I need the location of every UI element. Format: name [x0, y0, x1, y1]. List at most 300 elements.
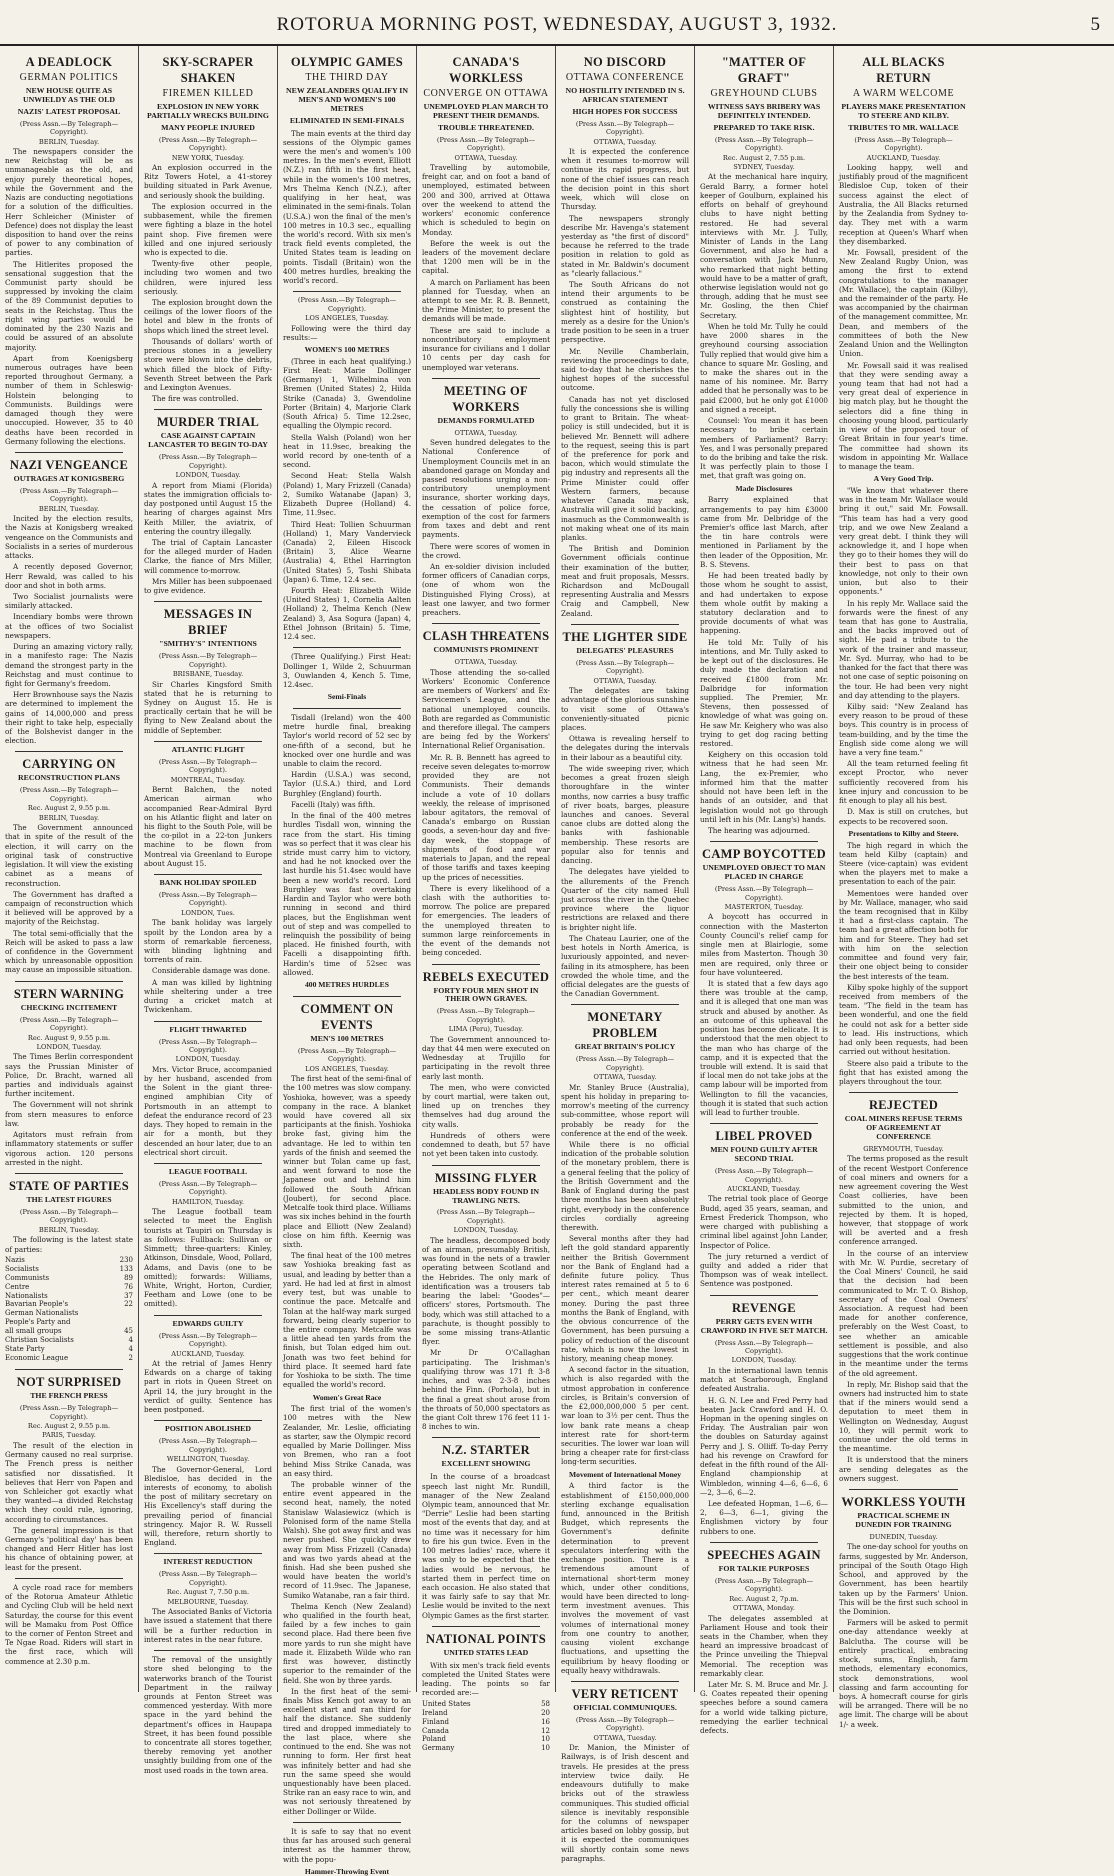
- dateline: OTTAWA, Tuesday.: [593, 1733, 657, 1742]
- dateline: LONDON, Tuesday.: [175, 471, 241, 480]
- article-paragraph: He told Mr. Tully of his intentions, and Mr. Tully asked to be kept out of the disclosures. He duly made the declaration and received £1800 from Mr. Dalbridge for information supplied. The Premier, Mr. Stevens, then possessed of knowledge of what was going on. He saw Mr. Keighery who was also trying to get dog racing betting restored.: [700, 637, 828, 749]
- column-rule: [15, 1369, 123, 1370]
- article: [700, 1128, 828, 1288]
- article-deck: FORTY FOUR MEN SHOT IN THEIR OWN GRAVES.: [433, 985, 539, 1004]
- table-row: [422, 1700, 550, 1709]
- article-deck: PRACTICAL SCHEME IN DUNEDIN FOR TRAINING: [855, 1511, 952, 1530]
- article-deck: MEN'S 100 METRES: [310, 1033, 384, 1043]
- table-value: 4: [128, 1336, 133, 1345]
- article-deck: BANK HOLIDAY SPOILED: [159, 878, 257, 888]
- dateline: LOS ANGELES, Tuesday.: [305, 1064, 389, 1073]
- article-headline: MONETARY PROBLEM: [587, 1010, 663, 1041]
- table-label: Economic League: [5, 1354, 69, 1363]
- article-paragraph: Canada has not yet disclosed fully the concessions she is willing to grant to Britain. The wheat-policy is still undecided, but it is believed Mr. Bennett will adhere to the request, seeing this is part of the preference for pork and bacon, which would stimulate the pig industry and represents all the Prime Minister could offer Western farmers, because whatever Canada may ask, Australia will give it solid backing, inasmuch as the Commonwealth is not making wheat one of its main planks.: [561, 394, 689, 542]
- article-headline: SPEECHES AGAIN: [707, 1547, 821, 1562]
- table-label: People's Party and: [5, 1318, 71, 1327]
- dateline: OTTAWA, Tuesday.: [454, 153, 518, 162]
- article-subhead: Made Disclosures: [735, 483, 793, 493]
- article-paragraph: While there is no official indication of the probable solution of the monetary problem, there is a general feeling that the policy of the British Government and the Bank of England during the past three months has been absolutely right, everybody in the conference circles cordially agreeing therewith.: [561, 1139, 689, 1232]
- column-rule: [710, 1295, 818, 1296]
- press-credit: (Press Assn.—By Telegraph—Copyright).: [19, 1015, 119, 1033]
- article: [283, 1827, 411, 1876]
- article-deck: EDWARDS GUILTY: [172, 1318, 244, 1328]
- article-paragraph: The Chateau Laurier, one of the best hotels in North America, is luxuriously appointed, and never-failing in its atmosphere, has been crowded the whole time, and the official delegates are the guests of the Canadian Government.: [561, 933, 689, 999]
- dateline: PARIS, Tuesday.: [42, 1431, 96, 1440]
- article-deck: DEMANDS FORMULATED: [437, 415, 535, 425]
- article-deck: TRIBUTES TO MR. WALLACE: [848, 122, 959, 132]
- article-paragraph: Several months after they had left the gold standard apparently neither the British Government nor the Bank of England had a definite future policy. Thus interest rates remained at 5 to 6 per cent., which meant dearer money. During the past three months the Bank of England, with the obvious concurrence of the Government, has been pursuing a policy of reduction of the discount rate, which is now the lowest in history, meaning cheap money.: [561, 1234, 689, 1363]
- article: [422, 54, 550, 372]
- article: [839, 54, 968, 1086]
- article-paragraph: Facelli (Italy) was fifth.: [291, 799, 376, 809]
- article-paragraph: Mr. Fowsall said it was realised that they were sending away a young team that had not had a very great deal of experience in big match play, but he thought the selectors did a fine thing in choosing young blood, particularly in view of the proposed tour of Great Britain in four year's time. The committee had shown its wisdom in appointing Mr. Wallace to manage the team.: [839, 360, 968, 471]
- dateline: LIMA (Peru), Tuesday.: [448, 1025, 524, 1034]
- article-paragraph: H. G. N. Lee and Fred Perry had beaten Jack Crawford and H. O. Hopman in the opening singles on Friday. The Australian pair won the doubles on Saturday against Perry and J. S. Olliff. To-day Perry had his revenge on Crawford for defeat in the fifth round of the All-England championship at Wimbledon, winning 4—6, 6—6, 6—2, 3—6, 6—2.: [700, 1395, 828, 1497]
- article-deck: UNEMPLOYED PLAN MARCH TO PRESENT THEIR DEMANDS.: [423, 101, 549, 120]
- article-paragraph: There is every likelihood of a clash with the authorities to-morrow. The police are prepared for emergencies. The leaders of the unemployed threaten to summon large reinforcements in the event of the demands not being conceded.: [422, 883, 550, 958]
- column-rule: [710, 1123, 818, 1124]
- article-paragraph: The delegates have yielded to the allurements of the French Quarter of the city named Hull just across the river in the Quebec province where the liquor restrictions are relaxed and there is brighter night life.: [561, 867, 689, 932]
- article-paragraph: Mr Dr O'Callaghan participating. The Irishman's qualifying throw was 171 ft 3-8 inches, and was 2-3-8 inches behind the Finn. (Porhola), but in the final a great shout arose from the throats of 50,000 spectators as the giant Colt threw 176 feet 11 1-8 inches to win.: [422, 1348, 550, 1432]
- dateline: WELLINGTON, Tuesday.: [166, 1455, 250, 1464]
- article-subhead: Hammer-Throwing Event: [304, 1866, 390, 1876]
- masthead-title: ROTORUA MORNING POST, WEDNESDAY, AUGUST 3, 1932.: [276, 14, 838, 35]
- table-label: Finland: [422, 1717, 450, 1726]
- article-paragraph: An ex-soldier division included former officers of Canadian corps, (one of whom won the Distinguished Flying Cross), at least one lawyer, and two former preachers.: [422, 562, 550, 618]
- article-paragraph: The main events at the third day sessions of the Olympic games were the men's and women's 100 metres. In the men's event, Elliott (N.Z.) ran fifth in the first heat, while in the women's 100 metres, Mrs Thelma Kench (N.Z.), after qualifying in her heat, was eliminated in the semi-finals. Tolan (U.S.A.) won the final of the men's 100 metres in 10.3 sec., equalling the world's record. With six men's track field events completed, the United States team is leading on points. Tisdall (Britain) won the 400 metres hurdles, breaking the world's record.: [283, 128, 411, 286]
- article-paragraph: Agitators must refrain from inflammatory statements or suffer vigorous action. 120 persons arrested in the night.: [5, 1130, 133, 1167]
- article-deck: UNEMPLOYED OBJECT TO MAN PLACED IN CHARGE: [702, 863, 826, 882]
- dateline: BERLIN, Tuesday.: [38, 1225, 100, 1234]
- article-paragraph: Looking happy, well and justifiably proud of the magnificent Bledisloe Cup, token of their success against the elect of Australia, the All Blacks returned by the Zealandia from Sydney to-day. They met with a warm reception at Queen's Wharf when they disembarked.: [839, 162, 968, 246]
- article-paragraph: At the retrial of James Henry Edwards on a charge of taking part in riots in Queen Street on April 14, the jury brought in the verdict of guilty. Sentence has been postponed.: [144, 1358, 272, 1415]
- article-paragraph: The South Africans do not intend their arguments to be construed as containing the slightest hint of hostility, but merely as a desire for the Union's trade position to be seen in a truer perspective.: [561, 280, 689, 345]
- press-credit: (Press Assn.—By Telegraph—Copyright).: [436, 135, 536, 153]
- article-paragraph: Hundreds of others were condemned to death, but 57 have not yet been taken into custody.: [422, 1130, 550, 1159]
- dateline: HAMILTON, Tuesday.: [171, 1197, 245, 1206]
- table-value: 230: [119, 1255, 133, 1264]
- article-paragraph: Mr. R. B. Bennett has agreed to receive seven delegates to-morrow provided they are not Communists. Their demands include a vote of 10 dollars weekly, the release of imprisoned labour agitators, the removal of Canada's embargo on Russian goods, a seven-hour day and five-day week, the stoppage of shipments of food and war materials to Japan, and the repeal of those tariffs and taxes keeping up the prices of necessities.: [422, 752, 550, 882]
- press-credit: (Press Assn.—By Telegraph—Copyright).: [158, 1570, 258, 1587]
- press-credit: (Press Assn.—By Telegraph—Copyright).: [158, 891, 258, 908]
- article: [144, 1425, 272, 1547]
- article-headline: A DEADLOCK: [25, 55, 113, 69]
- article-paragraph: A recently deposed Governor, Herr Rewald, was called to his door and shot in both arms.: [5, 562, 133, 590]
- article: [422, 969, 550, 1159]
- article: [5, 1583, 133, 1666]
- article: [561, 629, 689, 998]
- dateline: OTTAWA, Tuesday.: [454, 428, 518, 437]
- article-deck: MEN FOUND GUILTY AFTER SECOND TRIAL: [710, 1145, 818, 1164]
- article: [144, 1026, 272, 1157]
- results-table: [5, 1256, 133, 1363]
- article-paragraph: The removal of the unsightly store shed belonging to the waterworks branch of the Tourist Department in the railway grounds at Fenton Street was commenced yesterday. With more space in the yard behind the department's offices in Haupapa Street, it has been found possible to concentrate all stores together, thereby removing yet another unsightly building from one of the most used roads in the town area.: [144, 1655, 272, 1775]
- article-deck: RECONSTRUCTION PLANS: [17, 773, 121, 783]
- article-paragraph: Following were the third day results:—: [283, 323, 411, 342]
- article-paragraph: The Hitlerites proposed the sensational suggestion that the Communist party should be suppressed by invoking the claim of the 89 Communist deputies to seats in the Reichstag. Thus the right wing parties would be dominated by the 230 Nazis and could be assured of an absolute majority.: [5, 259, 133, 352]
- column-rule: [15, 981, 123, 982]
- dateline: Rec. August 2, 9.55 p.m.: [27, 1421, 111, 1430]
- article-subheadline: FIREMEN KILLED: [162, 88, 254, 99]
- article-paragraph: Mrs. Victor Bruce, accompanied by her husband, ascended from the Solent in the giant three-engined amphibian City of Portsmouth in an attempt to defeat the endurance record of 23 days. They hoped to remain in the air for a month, but they descended an hour later, due to an electrical short circuit.: [144, 1064, 272, 1157]
- column-rule: [15, 1578, 123, 1579]
- article-headline: CARRYING ON: [22, 757, 116, 772]
- article-paragraph: The first trial of the women's 100 metres with the New Zealander, Mr. Leslie, officiating as starter, saw the Olympic record equalled by Marie Dollinger. Miss von Bremen, who ran a foot behind Miss Strike Canada, was an easy third.: [283, 1404, 411, 1478]
- column-rule: [154, 1163, 262, 1164]
- table-value: 12: [541, 1726, 550, 1735]
- article-paragraph: It is safe to say that no event thus far has aroused such general interest as the hammer throw, with the popu-: [283, 1826, 411, 1864]
- article-headline: N.Z. STARTER: [441, 1443, 531, 1458]
- article-headline: MEETING OF WORKERS: [444, 383, 528, 414]
- article: [144, 1655, 272, 1775]
- article-headline: NOT SURPRISED: [16, 1375, 122, 1390]
- article-deck: INTEREST REDUCTION: [163, 1557, 253, 1567]
- press-credit: (Press Assn.—By Telegraph—Copyright).: [297, 296, 397, 313]
- table-value: 10: [541, 1735, 550, 1744]
- article-headline: NATIONAL POINTS: [426, 1631, 546, 1646]
- article-paragraph: All the team returned feeling fit except Proctor, who never sufficiently recovered from his knee injury and concussion to be fit enough to play all his best.: [839, 759, 968, 806]
- table-row: [422, 1727, 550, 1736]
- article: [5, 1374, 133, 1572]
- dateline: AUCKLAND, Tuesday.: [866, 153, 941, 162]
- article-headline: LIBEL PROVED: [715, 1129, 813, 1144]
- press-credit: (Press Assn.—By Telegraph—Copyright).: [575, 658, 675, 676]
- article-headline: REVENGE: [732, 1300, 796, 1315]
- article-paragraph: (Three Qualifying.) First Heat: Dollinger 1, Wilde 2, Schuurman 3, Ouwlanden 4, Kench 5. Time, 12.4sec.: [283, 652, 411, 690]
- table-label: Centre: [5, 1282, 30, 1291]
- article-paragraph: A march on Parliament has been planned for Tuesday, when an attempt to see Mr. R. B. Bennett, the Prime Minister, to present the demands will be made.: [422, 277, 550, 324]
- column-rule: [15, 1173, 123, 1174]
- press-credit: (Press Assn.—By Telegraph—Copyright).: [158, 757, 258, 775]
- table-value: 45: [124, 1327, 133, 1336]
- article-paragraph: Keighery on this occasion told witness that he had seen Mr. Lang, the ex-Premier, who informed him that the matter should not have been left in the hands of an outsider, and that legislation would not go through until left in his (Mr. Lang's) hands.: [700, 750, 828, 824]
- article-subhead: Movement of International Money: [569, 1469, 681, 1479]
- article: [422, 628, 550, 957]
- table-label: Bavarian People's: [5, 1300, 69, 1309]
- article-paragraph: Thelma Kench (New Zealand) who qualified in the fourth heat, failed by a few inches to gain second place. Had there been five more yards to run she might have made it. Elizabeth Wilde who ran first was however, distinctly superior to the remainder of the field. She won by three yards.: [283, 1601, 411, 1685]
- press-credit: (Press Assn.—By Telegraph—Copyright).: [714, 1576, 814, 1594]
- press-credit: (Press Assn.—By Telegraph—Copyright).: [158, 453, 258, 470]
- article: [144, 879, 272, 1014]
- article-paragraph: The general impression is that Germany's 'political day' has been changed and Herr Hitler has lost his chance of obtaining power, at least for the present.: [5, 1525, 133, 1572]
- column-rule: [15, 452, 123, 453]
- article: [144, 1168, 272, 1309]
- press-credit: (Press Assn.—By Telegraph—Copyright).: [158, 652, 258, 669]
- article-paragraph: The hearing was adjourned.: [708, 826, 811, 835]
- article-deck: PLAYERS MAKE PRESENTATION TO STEERE AND KILBY.: [841, 101, 966, 120]
- article-paragraph: Twenty-five other people, including two women and two children, were injured less seriously.: [144, 259, 272, 296]
- column-rule: [154, 601, 262, 602]
- table-label: Germany: [422, 1744, 455, 1753]
- article: [700, 1547, 828, 1736]
- press-credit: (Press Assn.—By Telegraph—Copyright).: [158, 1437, 258, 1454]
- article-subhead: WOMEN'S 100 METRES: [304, 345, 390, 355]
- table-value: 16: [541, 1717, 550, 1726]
- dateline: Rec. August 2, 7p.m.: [729, 1594, 799, 1603]
- article-paragraph: Barry explained that arrangements to pay him £3000 came from Mr. Delbridge of the Premier's office last March, after the tin hare controls were mentioned in Parliament by the then leader of the Opposition, Mr. B. S. Stevens.: [700, 495, 828, 569]
- dateline: MELBOURNE, Tuesday.: [167, 1597, 249, 1606]
- table-label: Canada: [422, 1726, 449, 1735]
- article-paragraph: The delegates are taking advantage of the glorious sunshine to visit some of Ottawa's conveniently-situated picnic places.: [561, 686, 689, 733]
- article-paragraph: Farmers will be asked to permit one-day attendance weekly at Balclutha. The course will be entirely practical, embracing stock, sums, English, farm methods, elementary economics, stock demonstrations, wool classing and farm accounting for boys. A homecraft course for girls will be arranged. There will be no age limit. The charge will be about 1/- a week.: [839, 1618, 968, 1729]
- column-rule: [432, 378, 540, 379]
- column-rule: [154, 1553, 262, 1554]
- press-credit: (Press Assn.—By Telegraph—Copyright).: [575, 119, 675, 137]
- article-headline: STATE OF PARTIES: [9, 1179, 129, 1194]
- article-paragraph: In the course of a broadcast speech last night Mr. Rundill, manager of the New Zealand Olympic team, announced that Mr. "Derrie" Leslie had been starting most of the events that day, and at no time was it necessary for him to fire his gun twice. Even in the 100 metres ladies' race, where it was only to be expected that the ladies would be nervous, he started them in perfect time on each occasion. He also stated that it was fairly safe to say that Mr. Leslie would be invited to the next Olympic Games as the first starter.: [422, 1472, 550, 1620]
- article-paragraph: The explosion brought down the ceilings of the lower floors of the hotel and blew in the fronts of shops which lined the street level.: [144, 298, 272, 335]
- article-headline: NAZI VENGEANCE: [9, 457, 129, 472]
- article-paragraph: Mementoes were handed over by Mr. Wallace, manager, who said the team recognised that in Kilby it had a first-class captain. The team had a great affection both for him and for Steere. They had set with him on the selection committee and found very fair, their one object being to consider the best interests of the team.: [839, 888, 968, 981]
- article-paragraph: Dr. Manion, the Minister of Railways, is of Irish descent and travels. He presides at the press interview twice daily. He endeavours dutifully to make bricks out of the strawless communiques. This studied official silence is inevitably responsible for the columns of newspaper articles based on lobby gossip, but it is expected the communiques will shortly contain some news paragraphs.: [561, 1743, 689, 1863]
- article: [422, 1631, 550, 1754]
- dateline: BERLIN, Tuesday.: [38, 504, 100, 513]
- article-deck: ATLANTIC FLIGHT: [171, 744, 245, 754]
- article-deck: EXCELLENT SHOWING: [441, 1459, 531, 1469]
- table-label: Socialists: [5, 1264, 39, 1273]
- table-row: [422, 1718, 550, 1727]
- article-subhead: 400 METRES HURDLES: [305, 980, 389, 990]
- article-paragraph: The explosion occurred in the subbasement, while the firemen were fighting a blaze in the hotel paint shop. Five firemen were killed and one injured seriously who is expected to die.: [144, 201, 272, 257]
- article-paragraph: A boycott has occurred in connection with the Masterton County Council's relief camp for single men at Blairlogie, some miles from Masterton. Though 30 men are required, only three or four have volunteered.: [700, 912, 828, 977]
- article: [144, 414, 272, 595]
- table-value: 2: [128, 1354, 133, 1363]
- article-deck: LEAGUE FOOTBALL: [168, 1167, 248, 1176]
- dateline: OTTAWA, Tuesday.: [593, 137, 657, 146]
- article-paragraph: Later Mr. S. M. Bruce and Mr. J. G. Coates repeated their opening speeches before a sound camera for a world wide talking picture, remedying the earlier technical defects.: [700, 1680, 828, 1736]
- column-rule: [432, 623, 540, 624]
- article-paragraph: Kilby spoke highly of the support received from members of the team. "The field in the team has been wonderful, and one the field he could not ask for a better side to lead. His instructions, which had only been requests, had been carried out without hesitation.: [839, 982, 968, 1057]
- table-value: 89: [124, 1273, 133, 1282]
- article-paragraph: A third factor is the establishment of £150,000,000 sterling exchange equalisation fund, announced in the British Budget, which represents the Government's definite determination to prevent speculators interfering with the exchange position. There is a tremendous amount of international short-term money which, under other conditions, would have been directed to long-term investment avenues. This involves the movement of vast volumes of international money from one country to another, causing violent exchange fluctuations, and upsetting the equilibrium by heavy flooding or equally heavy withdrawals.: [561, 1481, 689, 1675]
- article-paragraph: Before the week is out the leaders of the movement declare that 1200 men will be in the capital.: [422, 238, 550, 276]
- article-headline: ALL BLACKS RETURN: [862, 55, 945, 85]
- table-value: [113, 1318, 133, 1327]
- column-rule: [293, 647, 401, 648]
- article-paragraph: The final heat of the 100 metres saw Yoshioka breaking fast as usual, and leading by better than a yard. He had led at first in almost every test, but was unable to continue the pace. Metcalfe and Tolan at the half-way mark surged forward, being clearly superior to the entire company. Metcalfe was a little ahead ten yards from the finish, but Tolan edged him out. Jonath was two feet behind for third place. It seemed hard fate for Yoshioka to be sixth. The time equalled the world's record.: [283, 1251, 411, 1390]
- table-label: Christian Socialists: [5, 1336, 74, 1345]
- article-paragraph: Steere also paid a tribute to the fight that has existed among the players throughout the tour.: [839, 1058, 968, 1086]
- dateline: MASTERTON, Tuesday.: [724, 903, 804, 911]
- article-headline: REJECTED: [868, 1098, 939, 1113]
- article-headline: CANADA'S WORKLESS: [449, 55, 523, 85]
- article-deck: WITNESS SAYS BRIBERY WAS DEFINITELY INTENDED.: [707, 101, 821, 120]
- press-credit: (Press Assn.—By Telegraph—Copyright).: [854, 135, 953, 153]
- table-row: [5, 1354, 133, 1363]
- column-rule: [432, 1165, 540, 1166]
- dateline: BERLIN, Tuesday.: [38, 137, 100, 146]
- article-deck: NO HOSTILITY INTENDED IN S. AFRICAN STATEMENT: [565, 85, 685, 104]
- results-table: [422, 1700, 550, 1754]
- article-paragraph: The fire was controlled.: [152, 394, 239, 404]
- article-paragraph: Lee defeated Hopman, 1—6, 6—2, 6—3, 6—1, giving the Englishmen victory by four rubbers to one.: [700, 1498, 828, 1536]
- table-label: United States: [422, 1699, 471, 1708]
- article-paragraph: The terms proposed as the result of the recent Westport Conference of coal miners and owners for a new agreement covering the West Coast collieries, have been submitted to the union, and rejected by them. It is hoped, however, that stoppage of work will be averted and a fresh conference arranged.: [839, 1154, 968, 1247]
- article: [422, 1442, 550, 1619]
- table-label: State Party: [5, 1345, 45, 1354]
- dateline: OTTAWA, Tuesday.: [593, 1073, 657, 1082]
- column-rule: [293, 1822, 401, 1823]
- article-paragraph: It is stated that a few days ago there was trouble at the camp, and it is alleged that one man was struck and abused by another. As an outcome of this upheaval the position has become delicate. It is understood that the men object to the man who has charge of the camp, and it is expected that the trouble will extend. It is said that if local men do not take jobs at the camp labour will be imported from Wellington to fill the vacancies, though it is stated that such action will lead to further trouble.: [700, 978, 828, 1118]
- article-paragraph: The men, who were convicted by court martial, were taken out, lined up on trenches they themselves had dug around the city walls.: [422, 1082, 550, 1129]
- table-row: [5, 1300, 133, 1309]
- dateline: AUCKLAND, Tuesday.: [727, 1185, 801, 1194]
- article-subhead: Presentations to Kilby and Steere.: [848, 828, 959, 838]
- table-value: 37: [124, 1291, 133, 1300]
- article-paragraph: The result of the election in Germany caused no real surprise. The French press is neither satisfied nor dissatisfied. It believes that Herr von Papen and von Schleicher got exactly what they wanted—a divided Reichstag which they could rule, ignoring, according to circumstances.: [5, 1440, 133, 1524]
- article: [700, 1300, 828, 1536]
- press-credit: (Press Assn.—By Telegraph—Copyright).: [714, 885, 814, 902]
- article-deck: HEADLESS BODY FOUND IN TRAWLING NETS.: [432, 1186, 540, 1205]
- table-row: [422, 1744, 550, 1753]
- press-credit: (Press Assn.—By Telegraph—Copyright).: [158, 1331, 258, 1349]
- article: [839, 1097, 968, 1483]
- column-rule: [432, 1437, 540, 1438]
- press-credit: (Press Assn.—By Telegraph—Copyright).: [436, 1007, 536, 1024]
- article-paragraph: Herr Brownhouse says the Nazis are determined to implement the gains of 14,000,000 and press their right to take help, especially of the Bolshevist danger in the election.: [5, 690, 133, 746]
- article-paragraph: It is expected the conference when it resumes to-morrow will continue its rapid progress, but none of the chief issues can reach the decision point in this short week, which will close on Thursday.: [561, 146, 689, 212]
- article-paragraph: With six men's track field events completed the United States were leading. The points so far recorded are:—: [422, 1660, 550, 1698]
- table-row: [5, 1336, 133, 1345]
- column-6: [695, 46, 834, 1736]
- article-deck: CASE AGAINST CAPTAIN LANCASTER TO BEGIN TO-DAY: [148, 431, 268, 450]
- table-value: 10: [541, 1744, 550, 1753]
- column-rule: [849, 1489, 958, 1490]
- dateline: BERLIN, Tuesday.: [38, 813, 100, 822]
- article: [283, 652, 411, 702]
- article-paragraph: Kilby said: "New Zealand has every reason to be proud of these boys. This country is in process of team-building, and by the time the English side come along we will have a very fine team.": [839, 701, 968, 758]
- table-row: [5, 1345, 133, 1354]
- article: [283, 54, 411, 285]
- table-value: [113, 1309, 133, 1318]
- column-rule: [15, 751, 123, 752]
- press-credit: (Press Assn.—By Telegraph—Copyright).: [714, 135, 814, 153]
- article-paragraph: When he told Mr. Tully he could have 2000 shares in the greyhound coursing association Tully replied that would give him a chance to square Mr. Gosling, and to make the shares out in the name of his nominee. Mr. Barry added that he personally was to be paid £2000, but he only got £1000 and signed a receipt.: [700, 321, 828, 414]
- article-headline: MURDER TRIAL: [156, 415, 260, 430]
- table-row: [5, 1265, 133, 1274]
- dateline: OTTAWA, Tuesday.: [593, 676, 657, 685]
- article-paragraph: The following is the latest state of parties:: [5, 1235, 133, 1254]
- article-paragraph: The newspapers strongly describe Mr. Havenga's statement yesterday as "the first of discord" because he referred to the trade position in relation to gold as stated in Mr. Baldwin's document as "clearly fallacious.": [561, 213, 689, 278]
- column-rule: [571, 1004, 679, 1005]
- column-5: [556, 46, 695, 1863]
- press-credit: (Press Assn.—By Telegraph—Copyright).: [158, 135, 258, 153]
- dateline: DUNEDIN, Tuesday.: [869, 1533, 938, 1542]
- article-deck: NEW HOUSE QUITE AS UNWIELDY AS THE OLD: [22, 85, 116, 104]
- article-deck: "SMITHY'S" INTENTIONS: [159, 639, 257, 649]
- article-paragraph: During an amazing victory rally, in a manifesto rage: The Nazis demand the strongest party in the Reichstag and must continue to fight for Germany's freedom.: [5, 642, 133, 688]
- article-paragraph: Incendiary bombs were thrown at the offices of two Socialist newspapers.: [5, 612, 133, 640]
- article-headline: MESSAGES IN BRIEF: [163, 607, 253, 638]
- column-rule: [432, 964, 540, 965]
- article-paragraph: In reply, Mr. Bishop said that the owners had instructed him to state that if the miners would send a deputation to meet them in Wellington on Wednesday, August 10, they will permit work to continue under the old terms in the meantime.: [839, 1379, 968, 1454]
- article-paragraph: Those attending the so-called Workers' Economic Conference are members of Workers' and Ex-Servicemen's League, and the national unemployed councils. Both are regarded as Communistic and therefore illegal. The campers are being fed by the Workers' International Relief Organisation.: [422, 667, 550, 751]
- dateline: GREYMOUTH, Tuesday.: [863, 1145, 944, 1154]
- article-deck: HIGH HOPES FOR SUCCESS: [572, 106, 678, 116]
- article-paragraph: The one-day school for youths on farms, suggested by Mr. Anderson, principal of the South Otago High School, and approved by the Government, has been heartily taken up by the Farmers' Union. This will be the first such school in the Dominion.: [839, 1542, 968, 1617]
- article-paragraph: There were scores of women in the crowd.: [422, 541, 550, 560]
- table-value: 76: [124, 1282, 133, 1291]
- press-credit: (Press Assn.—By Telegraph—Copyright).: [19, 486, 119, 504]
- table-label: Ireland: [422, 1708, 448, 1717]
- article-subhead: Women's Great Race: [312, 1392, 382, 1402]
- article-paragraph: Considerable damage was done.: [152, 966, 271, 976]
- column-rule: [154, 1021, 262, 1022]
- article-headline: STERN WARNING: [13, 986, 125, 1001]
- dateline: LONDON, Tuesday.: [175, 1055, 241, 1064]
- dateline: Rec. August 2, 7.55 p.m.: [722, 153, 806, 162]
- article-deck: PREPARED TO TAKE RISK.: [713, 122, 815, 132]
- article-paragraph: Stella Walsh (Poland) won her heat in 11.9sec, breaking the world record by one-tenth of a second.: [283, 432, 411, 470]
- table-row: [5, 1318, 133, 1327]
- article-headline: SKY-SCRAPER SHAKEN: [162, 55, 254, 85]
- dateline: NEW YORK, Tuesday.: [171, 153, 245, 162]
- article-paragraph: D. Max is still on crutches, but expects to be recovered soon.: [839, 807, 968, 826]
- table-row: [422, 1709, 550, 1718]
- article-paragraph: "We know that whatever there was in the team Mr. Wallace would bring it out," said Mr. Fowsall. "This team has had a very good trip, and we owe New Zealand a very great debt. I think they will acknowledge it, and I hope when they go to their homes they will do their best to pass on that knowledge, not only to their own union, but also to their opponents.": [839, 485, 968, 597]
- article-paragraph: The Times Berlin correspondent says the Prussian Minister of Police, Dr. Bracht, warned all parties and individuals against further incitement.: [5, 1052, 133, 1099]
- article-paragraph: Bernt Balchen, the noted American airman who accompanied Rear-Admiral Byrd on his Atlantic flight and later on his flight to the South Pole, will be the co-pilot in a 22-ton Junkers machine to be flown from Montreal via Greenland to Europe about August 15.: [144, 785, 272, 868]
- article-paragraph: At the mechanical hare inquiry, Gerald Barry, a former hotel keeper of Goulburn, explained his efforts on behalf of greyhound clubs to have night betting restored. He had several interviews with Mr. J. Tully, Minister of Lands in the Lang Government, and also he had a conversation with Jack Munro, who remarked that night betting would have to be a matter of graft, otherwise legislation would not go through, adding that he must see Mr. Gosling, the then Chief Secretary.: [700, 172, 828, 320]
- column-3: [278, 46, 417, 1876]
- dateline: OTTAWA, Monday.: [733, 1604, 795, 1613]
- article: [5, 54, 133, 446]
- table-label: German Nationalists: [5, 1309, 79, 1318]
- column-rule: [571, 1681, 679, 1682]
- column-rule: [154, 409, 262, 410]
- article-paragraph: Mr. Stanley Bruce (Australia), spent his holiday in preparing to-morrow's meeting of the currency sub-committee, whose report will probably be ready for the conference at the end of the week.: [561, 1082, 689, 1138]
- table-value: 133: [119, 1264, 133, 1273]
- dateline: SYDNEY, Tuesday.: [733, 162, 795, 171]
- dateline: Rec. August 7, 7.50 p.m.: [166, 1588, 250, 1597]
- dateline: LONDON, Tuesday.: [453, 1226, 519, 1235]
- article: [144, 1320, 272, 1415]
- article-subhead: A Very Good Trip.: [873, 474, 934, 484]
- article-columns: [0, 46, 1114, 1876]
- article-paragraph: Mr. Fowsall, president of the New Zealand Rugby Union, was among the first to extend congratulations to the manager (Mr. Wallace), the captain (Kilby), and the remainder of the party. He was accompanied by the chairman of the management committee, Mr. Dean, and members of the committees of both the New Zealand Union and the Wellington Union.: [839, 247, 968, 359]
- article-headline: COMMENT ON EVENTS: [300, 1001, 394, 1032]
- article-paragraph: Third Heat: Tollien Schuurman (Holland) 1, Mary Vandervieck (Canada) 2, Eileen Hiscock (Britain) 3, Alice Wearne (Australia) 4, Ethel Harrington (United States) 5, Toshi Shibata (Japan) 6. Time, 12.4 sec.: [283, 519, 411, 584]
- article-paragraph: In the course of an interview with Mr. W. Purdie, secretary of the Coal Miners' Council, he said that the decision had been communicated to Mr. T. O. Bishop, secretary of the Coal Owners' Association. A request had been made for another conference, preferably on the West Coast, to see whether an amicable settlement is possible, and also suggestions that the work continue in the meantime under the terms of the old agreement.: [839, 1248, 968, 1378]
- article-deck: ELIMINATED IN SEMI-FINALS: [289, 115, 405, 125]
- press-credit: (Press Assn.—By Telegraph—Copyright).: [714, 1167, 814, 1184]
- table-value: 22: [124, 1300, 133, 1309]
- article-paragraph: These are said to include a noncontributory employment insurance for civilians and 1 dollar 10 cents per day cash for unemployed war veterans.: [422, 325, 550, 372]
- article-paragraph: In his reply Mr. Wallace said the forwards were the finest of any team that has gone to Australia, and the backs improved out of sight. He paid a tribute to the work of the trainer and masseur, Mr. Syd. Murray, who had to be thanked for the fact that there was not one case of septic poisoning on the tour. He had been very night and day attending to the players.: [839, 598, 968, 700]
- column-rule: [710, 1542, 818, 1543]
- column-rule: [293, 291, 401, 292]
- article-deck: NAZIS' LATEST PROPOSAL: [17, 106, 121, 116]
- article-deck: TROUBLE THREATENED.: [438, 122, 534, 132]
- table-row: [5, 1327, 133, 1336]
- press-credit: (Press Assn.—By Telegraph—Copyright).: [158, 1037, 258, 1054]
- dateline: LOS ANGELES, Tuesday.: [305, 314, 389, 323]
- article-deck: GREAT BRITAIN'S POLICY: [574, 1042, 676, 1052]
- article-paragraph: An explosion occurred in the Ritz Towers Hotel, a 41-storey building situated in Park Avenue, and seriously shook the building.: [144, 162, 272, 200]
- article: [700, 54, 828, 835]
- press-credit: (Press Assn.—By Telegraph—Copyright).: [19, 786, 119, 803]
- article-headline: "MATTER OF GRAFT": [721, 55, 807, 85]
- table-row: [5, 1256, 133, 1265]
- article-deck: POSITION ABOLISHED: [164, 1424, 251, 1434]
- dateline: BRISBANE, Tuesday.: [172, 670, 244, 679]
- article-paragraph: In the final of the 400 metres hurdles Tisdall won, winning the race from the start. His timing was so perfect that it was clear his stride must carry him to victory, and had he not knocked over the last hurdle his 51.4sec would have been a new world's record. Lord Burghley was fast overtaking Hardin and Taylor who were both running in second and third places, but the Englishman went out of step and was compelled to relinquish the possibility of being placed. He finished fourth, with Facelli a disappointing fifth. Hardin's time of 52sec was allowed.: [283, 811, 411, 977]
- article-deck: FOR TALKIE PURPOSES: [718, 1563, 810, 1573]
- article-paragraph: A report from Miami (Florida) states the immigration officials to-day postponed until August 15 the hearing of charges against Mrs Keith Miller, the aviatrix, of entering the country illegally.: [144, 480, 272, 536]
- article-deck: MANY PEOPLE INJURED: [161, 122, 255, 132]
- table-label: Nazis: [5, 1255, 25, 1264]
- article: [839, 1494, 968, 1729]
